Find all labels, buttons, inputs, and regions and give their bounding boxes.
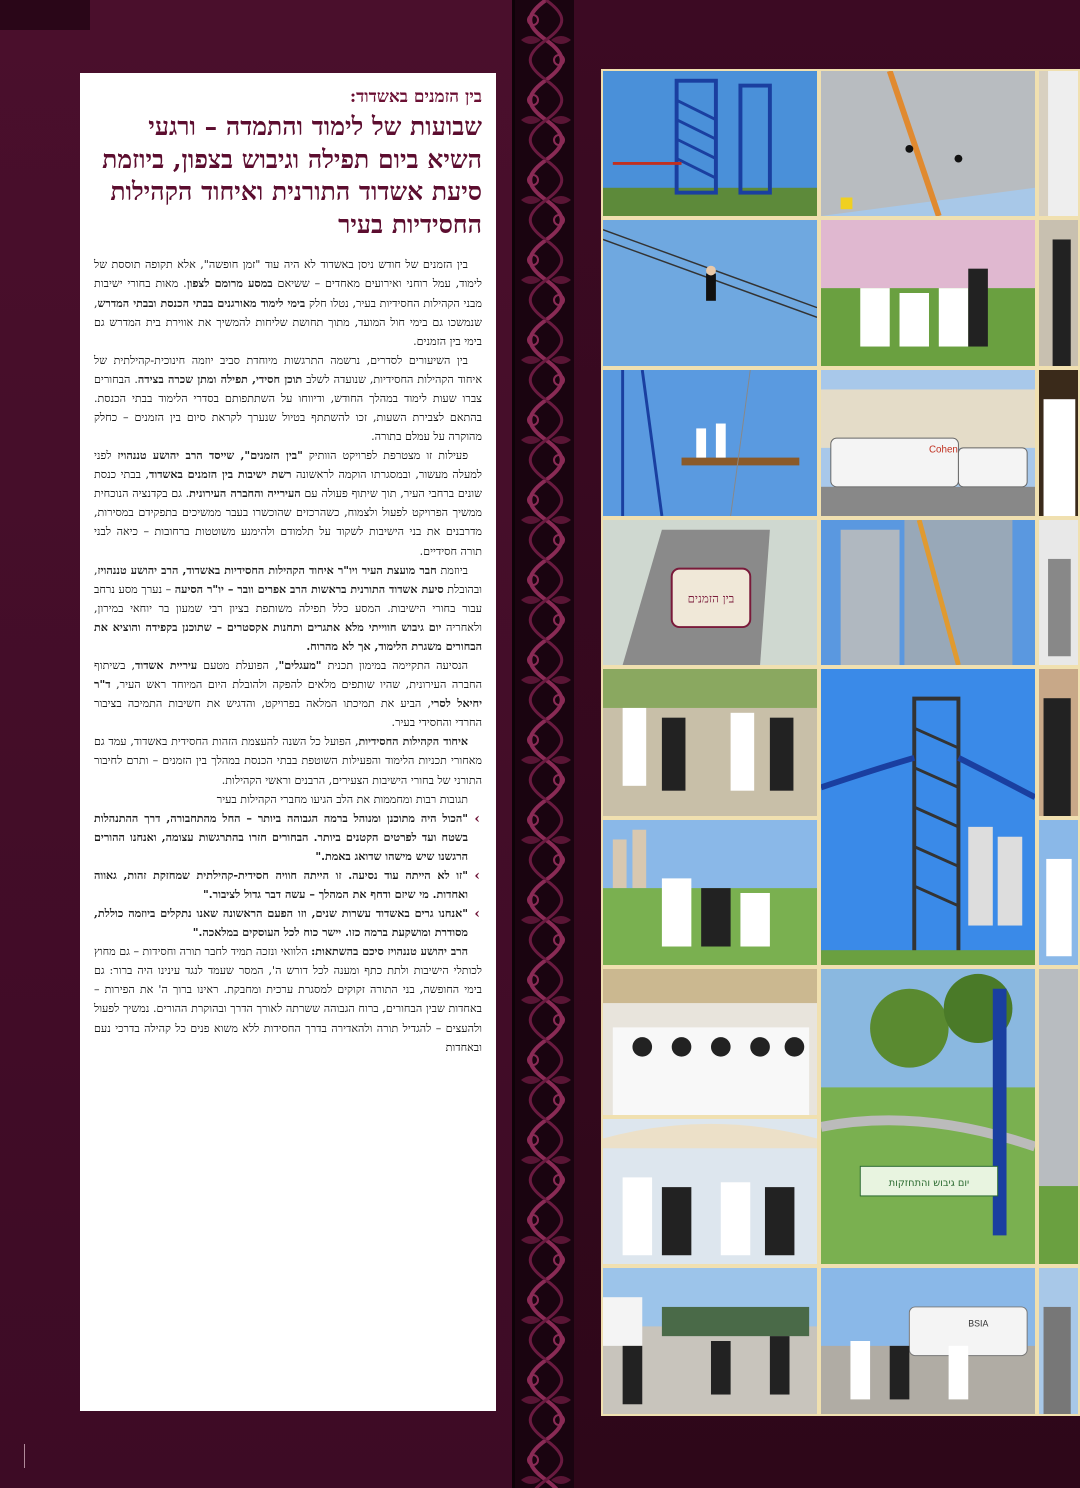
bus-sign: Cohen	[928, 444, 958, 456]
paragraph	[94, 790, 482, 809]
photo-cropped-2	[1037, 218, 1080, 368]
article-body	[94, 255, 482, 1056]
text: תגובות רבות ומחממות את הלב הגיעו מחברי הקהילות בעיר	[216, 792, 468, 806]
text: , שנמשכו גם בימי חול המועד, מתוך תחושת שליחות להמשיך את אווירת בית המדרש גם בימי בין הזמנים.	[94, 296, 482, 348]
text: . גם בקדנציה הנוכחית ממשיך הפרויקט לפעול ולצמוח, כשהרכזים שהוכשרו בעבר ממשיכים בתפקידם במסירות, מדרבנים את בני הישיבות לשקוד על תלמודם ולהימנע משוטטות ברחובות – כיאה לבני תורה חסידיים.	[94, 487, 482, 558]
text: בין השיעורים לסדרים, נרשמה התרגשות מיוחדת סביב יוזמה חינוכית-קהילתית של איחוד הקהילות החסידיות, שנועדה לשלב	[94, 353, 482, 386]
text-bold: איחוד הקהילות החסידיות	[358, 735, 469, 749]
paragraph	[94, 561, 482, 656]
quote: › "זו לא הייתה עוד נסיעה. זו הייתה חוויה חסידית-קהילתית שמחזקת זהות, גאווה ואחדות. מי שיזם ודחף את המהלך – עשה דבר גדול לציבור."	[94, 866, 482, 904]
quote: › "אנחנו גרים באשדוד עשרות שנים, וזו הפעם הראשונה שאנו נתקלים ביוזמה כוללת, מסודרת ומושקעת ברמה כזו. יישר כוח לכל העוסקים במלאכה."	[94, 904, 482, 942]
text: , בשיתוף החברה העירונית, שהיו שותפים מלאים להפקה ולהובלת היום המיוחד ראש העיר,	[94, 659, 482, 692]
photo-climbing-wall	[819, 69, 1037, 218]
text: . מאות בחורי ישיבות מבני הקהילות החסידיות בעיר, נטלו חלק	[94, 277, 482, 310]
text-bold: בימי לימוד מאורגנים בבתי הכנסת ובבתי המדרש	[97, 296, 306, 310]
text-bold: עיריית אשדוד	[135, 659, 198, 673]
text: , הביע את תמיכתו המלאה בפרויקט, והדגיש את חשיבות התמיכה בציבור החרדי והחסידי בעיר.	[94, 697, 482, 730]
text: הלוואי ונזכה תמיד לחבר תורה וחסידות – גם מחוץ לכותלי הישיבות ולתת כתף ומענה לכל דורש ה', המסר שעמד לנגד עינינו היה ברור: גם בימי החופשה, בני התורה זקוקים למסגרת ערכית ומחבקת. ראינו ברוך ה' את הפירות – באחדות שבין הבחורים, ברוח הגבוהה ששרתה לאורך הדרך ובהוקרת ההורים. נמשיך לפעול ולהעצים – להגדיל תורה ולהאדירה בדרך החסידות ללא משוא פנים כל קהילה בדרכי נעם ובאחדות	[94, 945, 482, 1054]
banner-caption: יום גיבוש והתחזקות	[888, 1178, 970, 1190]
ornamental-border-strip	[512, 0, 580, 1488]
photo-outdoor-dining	[601, 1117, 819, 1266]
text-bold: רשת ישיבות בין הזמנים באשדוד	[149, 468, 292, 482]
text-bold: "מעגלים"	[278, 659, 322, 673]
text-bold: תוכן חסידי, תפילה ומתן שכרה בצידה	[137, 372, 303, 386]
paragraph	[94, 942, 482, 1056]
photo-cropped-6	[1037, 818, 1080, 967]
text: בין הזמנים של חודש ניסן באשדוד לא היה עוד "זמן חופשה", אלא תקופה תוססת של לימוד, עמל רוחני ואירועים מאחדים – ששיאם	[94, 258, 482, 291]
text-bold: יום גיבוש חווייתי מלא אתגרים ותחנות אקסטרים – שתוכנן בקפידה והוציא את הבחורים משגרת הלימוד, אך לא מהרוח.	[94, 620, 482, 653]
quote: › "הכול היה מתוכנן ומנוהל ברמה הגבוהה ביותר – החל מהתחבורה, דרך ההתנהלות בשטח ועד לפרטים הקטנים ביותר. הבחורים חזרו בהתרגשות עצומה, ואנחנו ההורים הרגשנו שיש מישהו שדואג באמת."	[94, 809, 482, 866]
photo-buses	[819, 368, 1037, 518]
text: ביוזמת	[436, 563, 469, 577]
photo-group-bus	[819, 1266, 1037, 1416]
text: . הבחורים צברו שעות לימוד במהלך החודש, ודיווחו על השתתפותם בסדרי הלימוד בבתי הכנסת. בהתאם לצבירת השעות, זכו להשתתף בטיול שנערך לקראת סיום בין הזמנים – כחלק מהוקרה על עמלם בתורה.	[94, 372, 482, 444]
text-bold: חבר מועצת העיר ויו"ר איחוד הקהילות החסידיות באשדוד, הרב יהושע טננהויז	[97, 563, 437, 577]
photo-group-field	[601, 818, 819, 967]
paragraph	[94, 446, 482, 560]
photo-dancing	[601, 667, 819, 818]
paragraph	[94, 255, 482, 350]
crop-mark	[24, 1444, 25, 1468]
photo-climbing-tower	[601, 69, 819, 218]
photo-zipline	[601, 218, 819, 368]
text-bold: במסע מרומם לצפון	[186, 277, 273, 291]
ornament-pattern	[515, 0, 577, 1488]
photo-cropped-8	[1037, 1266, 1080, 1416]
photo-dining-hall	[601, 967, 819, 1117]
photo-banner-group	[819, 967, 1037, 1266]
text: , הפועל כל השנה להעצמת הזהות החסידית באשדוד, עמד גם מאחורי תכניות הלימוד והפעילות השוטפת בבתי הכנסת במהלך בין הזמנים – ותרם לחיבור התורני של בחורי הישיבות הצעירים, הרבנים וראשי הקהילות.	[94, 735, 482, 787]
text: – נערך מסע נרחב עבור בחורי הישיבות. המסע כלל תפילה משותפת בציון רבי שמעון בר יוחאי במירון, ולאחריה	[94, 582, 482, 634]
article-box	[80, 73, 496, 1411]
text-bold: סיעת אשדוד התורנית בראשות הרב אפרים וובר – יו"ר הסיעה	[174, 582, 444, 596]
photo-bus-parking	[601, 1266, 819, 1416]
article-kicker: בין הזמנים באשדוד:	[349, 87, 482, 107]
text: , ובהובלת	[94, 563, 483, 596]
photo-cropped-1	[1037, 69, 1080, 218]
photo-cropped-4	[1037, 518, 1080, 667]
text-bold: "בין הזמנים", שייסד הרב יהושע טננהויז	[117, 449, 303, 463]
photo-rest-benches	[819, 218, 1037, 368]
photo-cropped-5	[1037, 667, 1080, 818]
photo-climbing-building	[819, 518, 1037, 667]
paragraph	[94, 732, 482, 789]
photo-monument	[601, 518, 819, 667]
text-bold: העירייה והחברה העירונית	[189, 487, 301, 501]
photo-tower-blue-sky	[819, 667, 1037, 967]
paragraph	[94, 656, 482, 732]
text: , בבתי כנסת שונים ברחבי העיר, תוך שיתוף פעולה עם	[94, 468, 482, 501]
photo-cropped-3	[1037, 368, 1080, 518]
text-bold: הרב יהושע טננהויז סיכם בהשתאות:	[311, 945, 468, 959]
paragraph	[94, 351, 482, 446]
text-bold: ד"ר יחיאל לסרי	[94, 678, 482, 711]
photo-cropped-7	[1037, 967, 1080, 1266]
corner-decoration	[0, 0, 90, 30]
text: פעילות זו מצטרפת לפרויקט הוותיק	[302, 449, 469, 463]
photo-high-platform	[601, 368, 819, 518]
text: לפני למעלה מעשור, ובמסגרתו הוקמה לראשונה	[94, 449, 482, 482]
bus-sign-2: BSIA	[968, 1318, 989, 1329]
text: הנסיעה התקיימה במימון תכנית	[321, 659, 468, 673]
monument-caption: בין הזמנים	[687, 591, 735, 606]
text: , הפועלת מטעם	[197, 659, 279, 673]
article-headline: שבועות של לימוד והתמדה – ורגעי השיא ביום תפילה וגיבוש בצפון, ביוזמת סיעת אשדוד התורנית ואיחוד הקהילות החסידיות בעיר	[102, 112, 482, 239]
